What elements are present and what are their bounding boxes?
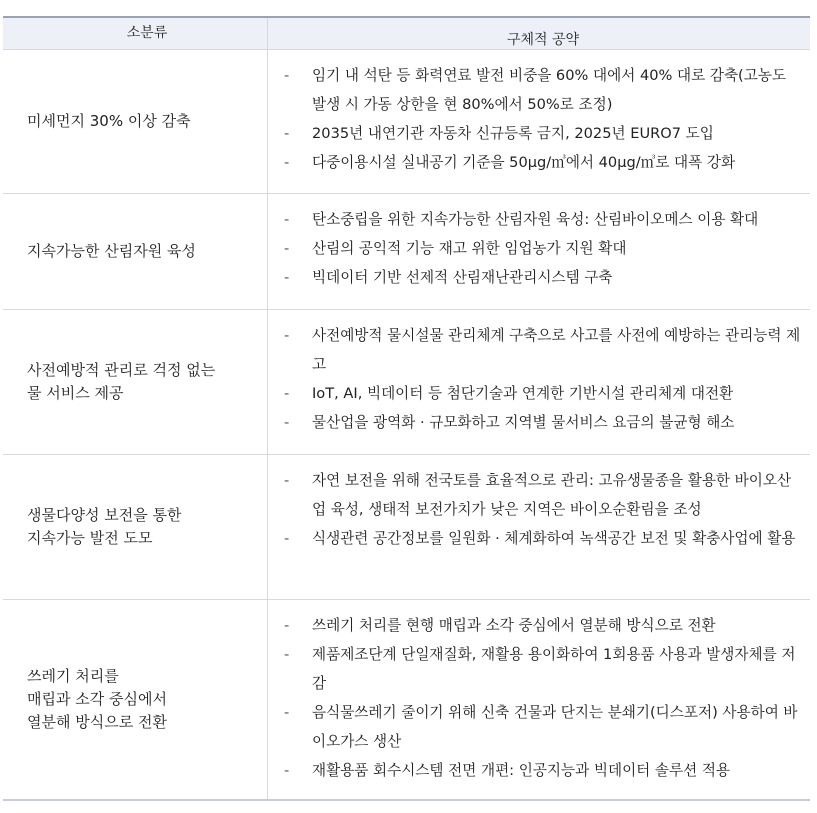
pledge-text: 자연 보전을 위해 전국토를 효율적으로 관리: 고유생물종을 활용한 바이오산업 육성, 생태적 보전가치가 낮은 지역은 바이오순환림을 조성 <box>312 472 792 518</box>
row-subcategory <box>3 50 268 193</box>
pledge-item <box>284 756 802 785</box>
row-pledges <box>268 310 810 454</box>
pledge-text: 식생관련 공간정보를 일원화 · 체계화하여 녹색공간 보전 및 확충사업에 활용 <box>312 530 796 547</box>
dash-bullet: - <box>284 327 290 344</box>
pledge-text: 사전예방적 물시설물 관리체계 구축으로 사고를 사전에 예방하는 관리능력 제고 <box>312 327 801 373</box>
pledge-item <box>284 640 802 698</box>
row-subcategory <box>3 455 268 599</box>
subcategory-label: 지속가능한 산림자원 육성 <box>27 242 196 260</box>
pledge-text: 물산업을 광역화 · 규모화하고 지역별 물서비스 요금의 불균형 해소 <box>312 414 735 431</box>
dash-bullet: - <box>284 240 290 257</box>
subcategory-label: 사전예방적 관리로 걱정 없는 물 서비스 제공 <box>27 361 216 402</box>
pledge-item <box>284 524 802 553</box>
pledge-text: 제품제조단계 단일재질화, 재활용 용이화하여 1회용품 사용과 발생자체를 저감 <box>312 646 796 692</box>
pledge-item <box>284 148 802 177</box>
pledge-text: 2035년 내연기관 자동차 신규등록 금지, 2025년 EURO7 도입 <box>312 125 714 142</box>
dash-bullet: - <box>284 269 290 286</box>
pledge-item <box>284 611 802 640</box>
table-header <box>3 18 810 49</box>
row-subcategory <box>3 310 268 454</box>
dash-bullet: - <box>284 646 290 663</box>
dash-bullet: - <box>284 211 290 228</box>
row-pledges <box>268 455 810 599</box>
row-pledges <box>268 50 810 193</box>
subcategory-label: 생물다양성 보전을 통한 지속가능 발전 도모 <box>27 506 182 547</box>
dash-bullet: - <box>284 385 290 402</box>
dash-bullet: - <box>284 762 290 779</box>
table-row <box>3 309 810 454</box>
header-subcategory: 소분류 <box>3 18 268 49</box>
row-subcategory <box>3 600 268 799</box>
pledge-item <box>284 408 802 437</box>
pledge-item <box>284 466 802 524</box>
row-pledges <box>268 600 810 799</box>
table-row <box>3 193 810 309</box>
pledge-item <box>284 263 802 292</box>
dash-bullet: - <box>284 472 290 489</box>
pledge-text: 재활용품 회수시스템 전면 개편: 인공지능과 빅데이터 솔루션 적용 <box>312 762 731 779</box>
pledge-text: 다중이용시설 실내공기 기준을 50μg/㎥에서 40μg/㎥로 대폭 강화 <box>312 154 736 171</box>
dash-bullet: - <box>284 414 290 431</box>
pledge-text: 임기 내 석탄 등 화력연료 발전 비중을 60% 대에서 40% 대로 감축(고농도 발생 시 가동 상한을 현 80%에서 50%로 조정) <box>312 67 787 113</box>
row-pledges <box>268 194 810 309</box>
pledge-item <box>284 61 802 119</box>
pledge-item <box>284 321 802 379</box>
pledge-item <box>284 698 802 756</box>
dash-bullet: - <box>284 530 290 547</box>
row-subcategory <box>3 194 268 309</box>
pledge-item <box>284 234 802 263</box>
table-row <box>3 454 810 599</box>
header-pledges: 구체적 공약 <box>506 32 580 48</box>
table-row <box>3 49 810 193</box>
pledge-item <box>284 205 802 234</box>
subcategory-label: 쓰레기 처리를 매립과 소각 중심에서 열분해 방식으로 전환 <box>27 667 167 731</box>
pledge-text: 빅데이터 기반 선제적 산림재난관리시스템 구축 <box>312 269 613 286</box>
dash-bullet: - <box>284 617 290 634</box>
dash-bullet: - <box>284 154 290 171</box>
table-row <box>3 599 810 799</box>
pledge-text: 산림의 공익적 기능 재고 위한 임업농가 지원 확대 <box>312 240 627 257</box>
subcategory-label: 미세먼지 30% 이상 감축 <box>27 112 191 130</box>
pledge-item <box>284 119 802 148</box>
dash-bullet: - <box>284 704 290 721</box>
pledge-text: IoT, AI, 빅데이터 등 첨단기술과 연계한 기반시설 관리체계 대전환 <box>312 385 734 402</box>
pledge-item <box>284 379 802 408</box>
dash-bullet: - <box>284 67 290 84</box>
pledge-text: 쓰레기 처리를 현행 매립과 소각 중심에서 열분해 방식으로 전환 <box>312 617 716 634</box>
pledge-text: 탄소중립을 위한 지속가능한 산림자원 육성: 산림바이오메스 이용 확대 <box>312 211 759 228</box>
dash-bullet: - <box>284 125 290 142</box>
pledge-text: 음식물쓰레기 줄이기 위해 신축 건물과 단지는 분쇄기(디스포저) 사용하여 바이오가스 생산 <box>312 704 798 750</box>
pledge-table <box>3 16 810 801</box>
